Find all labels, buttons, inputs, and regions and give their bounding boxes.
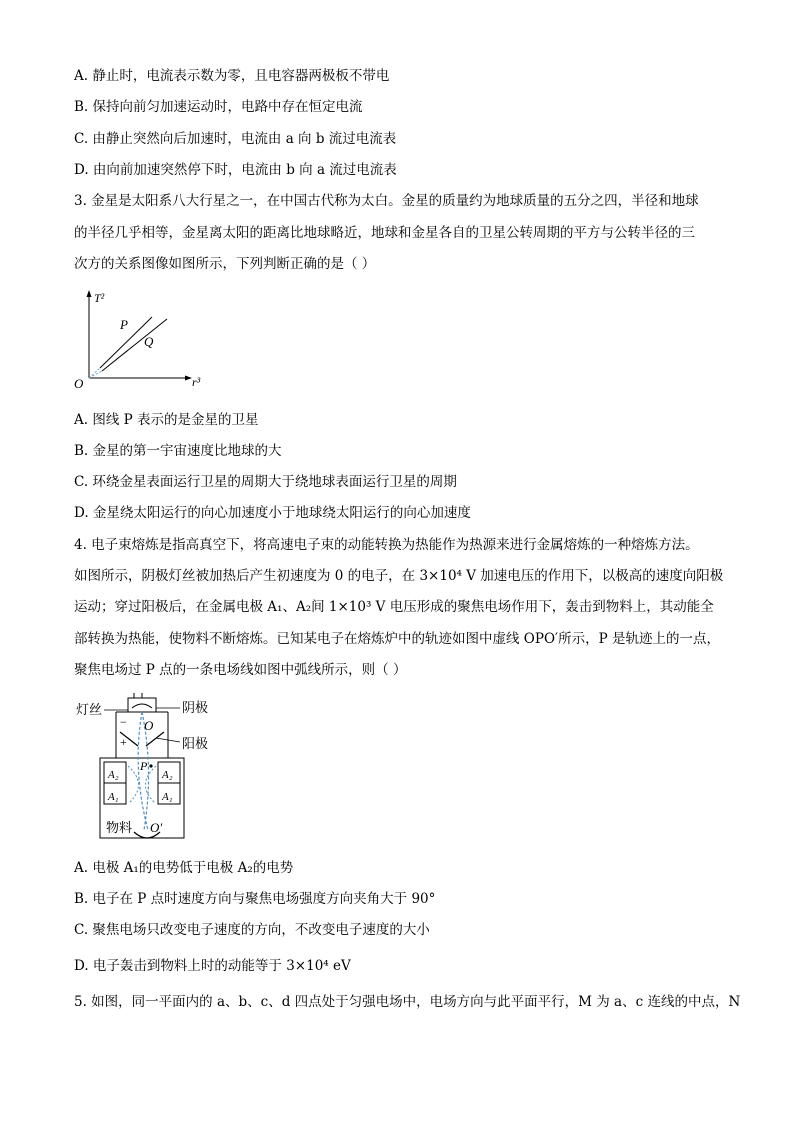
q4-stem-line3: 运动；穿过阳极后，在金属电极 A₁、A₂间 1×10³ V 电压形成的聚焦电场作用下，轰击到物料上，其动能全 bbox=[74, 599, 714, 615]
q4-option-a: A. 电极 A₁的电势低于电极 A₂的电势 bbox=[74, 860, 294, 876]
o-label: O bbox=[144, 718, 154, 733]
q2-option-a: A. 静止时，电流表示数为零，且电容器两极板不带电 bbox=[74, 68, 390, 84]
a1-right-label: A₁ bbox=[162, 791, 173, 803]
q3-stem-line2: 的半径几乎相等，金星离太阳的距离比地球略近，地球和金星各自的卫星公转周期的平方与公转半径的三 bbox=[74, 225, 695, 241]
x-axis-arrow-icon bbox=[185, 376, 192, 381]
origin-label: O bbox=[74, 376, 84, 391]
q4-option-b: B. 电子在 P 点时速度方向与聚焦电场强度方向夹角大于 90° bbox=[74, 891, 436, 907]
o-prime-label: O′ bbox=[150, 820, 163, 835]
q5-stem-line1: 5. 如图，同一平面内的 a、b、c、d 四点处于匀强电场中，电场方向与此平面平行，M 为 a、c 连线的中点，N bbox=[74, 994, 741, 1010]
anode-label: 阳极 bbox=[182, 736, 209, 751]
plus-label: + bbox=[120, 735, 127, 749]
cathode-cup bbox=[128, 698, 156, 712]
q4-stem-line2: 如图所示，阴极灯丝被加热后产生初速度为 0 的电子，在 3×10⁴ V 加速电压的作用下，以极高的速度向阳极 bbox=[74, 568, 724, 584]
material-label: 物料 bbox=[106, 820, 133, 835]
q4-option-d: D. 电子轰击到物料上时的动能等于 3×10⁴ eV bbox=[74, 958, 351, 974]
field-line-left bbox=[128, 766, 139, 802]
q4-stem-line4: 部转换为热能，使物料不断熔炼。已知某电子在熔炼炉中的轨迹如图中虚线 OPO′所示，P 是轨迹上的一点， bbox=[74, 631, 720, 647]
a2-right-label: A₂ bbox=[162, 769, 173, 781]
cathode-label: 阴极 bbox=[182, 700, 209, 715]
a1-left-label: A₁ bbox=[108, 791, 119, 803]
a2-left-label: A₂ bbox=[108, 769, 119, 781]
point-p-dot bbox=[149, 764, 152, 767]
q3-option-a: A. 图线 P 表示的是金星的卫星 bbox=[74, 412, 259, 428]
q3-stem-line3: 次方的关系图像如图所示，下列判断正确的是（ ） bbox=[74, 256, 376, 272]
y-axis-label: T² bbox=[94, 291, 105, 305]
line-p-dashed-start bbox=[89, 368, 100, 378]
q4-figure-furnace bbox=[72, 690, 242, 850]
q4-stem-line5: 聚焦电场过 P 点的一条电场线如图中弧线所示，则（ ） bbox=[74, 662, 407, 678]
q3-option-c: C. 环绕金星表面运行卫星的周期大于绕地球表面运行卫星的周期 bbox=[74, 474, 457, 490]
minus-label: − bbox=[120, 715, 127, 729]
q3-option-b: B. 金星的第一宇宙速度比地球的大 bbox=[74, 443, 282, 459]
q3-figure-graph bbox=[68, 284, 208, 394]
q3-option-d: D. 金星绕太阳运行的向心加速度小于地球绕太阳运行的向心加速度 bbox=[74, 505, 471, 521]
filament-label: 灯丝 bbox=[76, 702, 103, 717]
y-axis-arrow-icon bbox=[87, 290, 92, 297]
line-q bbox=[102, 319, 167, 371]
q2-option-d: D. 由向前加速突然停下时，电流由 b 向 a 流过电流表 bbox=[74, 162, 397, 178]
q2-option-b: B. 保持向前匀加速运动时，电路中存在恒定电流 bbox=[74, 99, 363, 115]
x-axis-label: r³ bbox=[192, 375, 201, 389]
filament-coil bbox=[132, 704, 152, 708]
line-q-label: Q bbox=[144, 334, 154, 349]
filament-leads bbox=[134, 693, 142, 698]
q4-option-c: C. 聚焦电场只改变电子速度的方向，不改变电子速度的大小 bbox=[74, 922, 430, 938]
p-label: P bbox=[140, 759, 148, 773]
line-p-label: P bbox=[120, 317, 128, 332]
q4-stem-line1: 4. 电子束熔炼是指高真空下，将高速电子束的动能转换为热能作为热源来进行金属熔炼的一种熔炼方法。 bbox=[74, 537, 699, 553]
q2-option-c: C. 由静止突然向后加速时，电流由 a 向 b 流过电流表 bbox=[74, 131, 397, 147]
q3-stem-line1: 3. 金星是太阳系八大行星之一，在中国古代称为太白。金星的质量约为地球质量的五分之四，半径和地球 bbox=[74, 193, 699, 209]
